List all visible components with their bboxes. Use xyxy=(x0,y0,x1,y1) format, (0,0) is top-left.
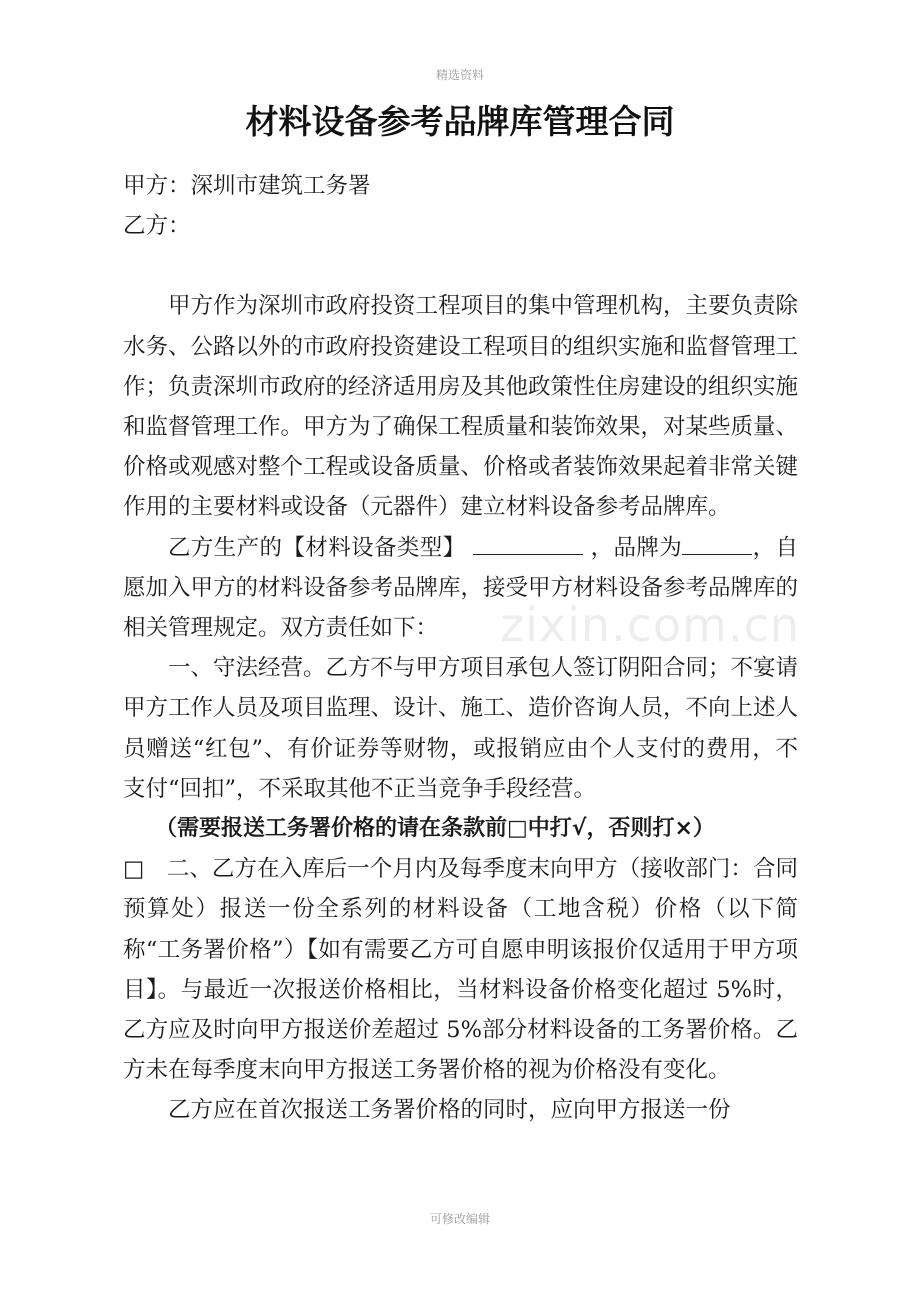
instruction-note: （需要报送工务署价格的请在条款前□中打√，否则打×） xyxy=(155,816,715,842)
paragraph-gap xyxy=(123,246,798,286)
intro-paragraph: 甲方作为深圳市政府投资工程项目的集中管理机构，主要负责除水务、公路以外的市政府投资建设工程项目的组织实施和监督管理工作；负责深圳市政府的经济适用房及其他政策性住房建设的组织实施和监督管理工作。甲方为了确保工程质量和装饰效果，对某些质量、价格或观感对整个工程或设备质量、价格或者装饰效果起着非常关键作用的主要材料或设备（元器件）建立材料设备参考品牌库。 xyxy=(123,293,799,521)
document-body xyxy=(123,166,801,1131)
clause-1-paragraph: 一、守法经营。乙方不与甲方项目承包人签订阴阳合同；不宴请甲方工作人员及项目监理、设计、施工、造价咨询人员，不向上述人员赠送“红包”、有价证券等财物，或报销应由个人支付的费用，不支付“回扣”，不采取其他不正当竞争手段经营。 xyxy=(123,655,799,802)
join-paragraph xyxy=(123,528,798,649)
party-a-line: 甲方：深圳市建筑工务署 xyxy=(123,173,371,199)
join-text-2: ，品牌为 xyxy=(590,534,683,561)
watermark: zixin.com.cn xyxy=(500,598,801,652)
document-title: 材料设备参考品牌库管理合同 xyxy=(245,102,675,141)
join-text-1: 乙方生产的【材料设备类型】 xyxy=(168,534,466,561)
join-text-3: ，自愿加入甲方的材料设备参考品牌库，接受甲方材料设备参考品牌库的相关管理规定。双方责任如下： xyxy=(123,534,799,642)
footer-note: 可修改编辑 xyxy=(429,1212,490,1226)
material-type-blank[interactable] xyxy=(473,530,583,555)
clause-2-paragraph: □ 二、乙方在入库后一个月内及每季度末向甲方（接收部门：合同预算处）报送一份全系列的材料设备（工地含税）价格（以下简称“工务署价格”）【如有需要乙方可自愿申明该报价仅适用于甲方项目】。与最近一次报送价格相比，当材料设备价格变化超过 5%时，乙方应及时向甲方报送价差超过 5%部分材料设备的工务署价格。乙方未在每季度末向甲方报送工务署价格的视为价格没有变化。 xyxy=(123,856,798,1084)
party-b-line: 乙方： xyxy=(123,213,191,240)
clause-3-start: 乙方应在首次报送工务署价格的同时，应向甲方报送一份 xyxy=(168,1097,731,1124)
brand-blank[interactable] xyxy=(682,530,752,555)
header-note: 精选资料 xyxy=(435,68,484,82)
